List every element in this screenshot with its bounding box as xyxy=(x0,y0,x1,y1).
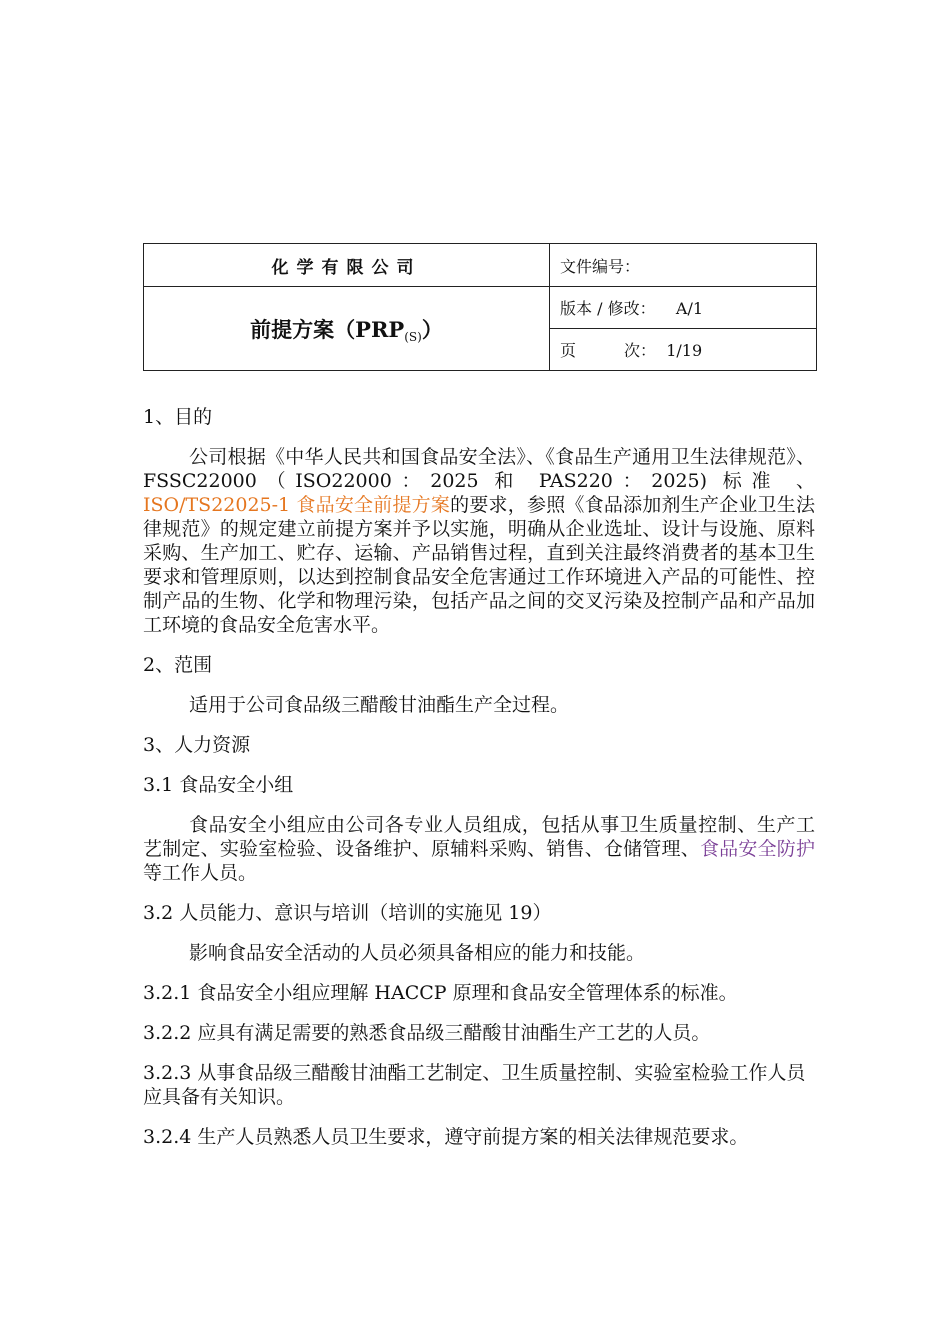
company-name: 化学有限公司 xyxy=(144,244,550,287)
title-main: 前提方案（PRP xyxy=(250,316,405,342)
version-value: A/1 xyxy=(675,299,704,318)
section-3-2-paragraph: 影响食品安全活动的人员必须具备相应的能力和技能。 xyxy=(189,942,646,964)
food-defense-reference: 食品安全防护 xyxy=(699,838,815,860)
s31-text-b: 等工作人员。 xyxy=(143,862,258,884)
item-3-2-3: 3.2.3 从事食品级三醋酸甘油酯工艺制定、卫生质量控制、实验室检验工作人员应具备有关知识。 xyxy=(143,1062,806,1108)
s1-text-b: 的要求，参照《食品添加剂生产企业卫生法律规范》的规定建立前提方案并予以实施，明确从企业选址、设计与设施、原料采购、生产加工、贮存、运输、产品销售过程，直到关注最终消费者的基本卫生要求和管理原则，以达到控制食品安全危害通过工作环境进入产品的可能性、控制产品的生物、化学和物理污染，包括产品之间的交叉污染及控制产品和产品加工环境的食品安全危害水平。 xyxy=(143,494,815,636)
version-cell xyxy=(550,287,817,329)
section-2-paragraph: 适用于公司食品级三醋酸甘油酯生产全过程。 xyxy=(189,694,570,716)
item-3-2-4: 3.2.4 生产人员熟悉人员卫生要求，遵守前提方案的相关法律规范要求。 xyxy=(143,1126,749,1148)
page-value: 1/19 xyxy=(666,341,703,360)
document-number-label: 文件编号： xyxy=(550,244,817,287)
section-3-1-paragraph xyxy=(143,813,815,885)
document-title xyxy=(144,287,550,371)
section-3-heading: 3、人力资源 xyxy=(143,734,251,756)
title-subscript: (S) xyxy=(404,329,422,344)
s1-text-a: 公司根据《中华人民共和国食品安全法》、《食品生产通用卫生法律规范》、FSSC22000（ISO22000：2025 和 PAS220：2025) 标准 、 xyxy=(143,446,815,492)
section-1-paragraph xyxy=(143,445,815,637)
page-label: 页 次： xyxy=(560,341,657,360)
s31-text-a: 食品安全小组应由公司各专业人员组成，包括从事卫生质量控制、生产工艺制定、实验室检验、设备维护、原辅料采购、销售、仓储管理、 xyxy=(143,814,815,860)
title-end: ） xyxy=(421,316,443,342)
section-3-2-heading: 3.2 人员能力、意识与培训（培训的实施见 19） xyxy=(143,902,552,924)
version-label: 版本 / 修改： xyxy=(560,299,656,318)
item-3-2-2: 3.2.2 应具有满足需要的熟悉食品级三醋酸甘油酯生产工艺的人员。 xyxy=(143,1022,711,1044)
document-header-table xyxy=(143,243,817,371)
section-1-heading: 1、目的 xyxy=(143,406,213,428)
section-2-heading: 2、范围 xyxy=(143,654,213,676)
document-body xyxy=(143,405,815,1165)
page-cell xyxy=(550,329,817,371)
iso-ts-reference: ISO/TS22025-1 食品安全前提方案 xyxy=(143,494,451,516)
section-3-1-heading: 3.1 食品安全小组 xyxy=(143,774,294,796)
item-3-2-1: 3.2.1 食品安全小组应理解 HACCP 原理和食品安全管理体系的标准。 xyxy=(143,982,738,1004)
